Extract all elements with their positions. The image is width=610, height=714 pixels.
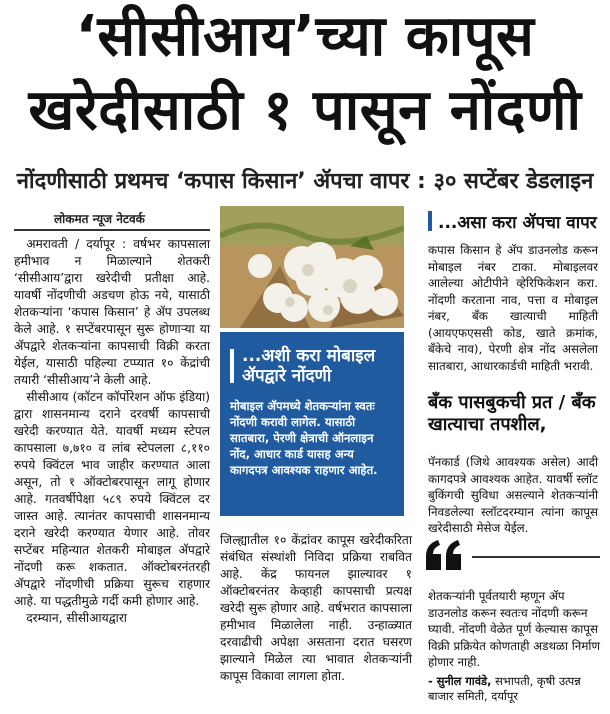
headline-line-2: खरेदीसाठी १ पासून नोंदणी (28, 78, 582, 143)
bank-details-subtitle: बँक पासबुकची प्रत / बँक खात्याचा तपशील, (428, 392, 596, 435)
left-article-column (14, 236, 210, 627)
quote-mark-icon (424, 538, 464, 572)
cotton-bolls-illustration (220, 206, 404, 328)
quote-role: सभापती, कृषी उत्पन्न बाजार समिती, दर्यापूर (428, 674, 581, 703)
quote-divider (472, 556, 600, 558)
box-body: मोबाइल ॲपमध्ये शेतकऱ्यांना स्वतः नोंदणी करावी लागेल. यासाठी सातबारा, पेरणी क्षेत्राची ऑनलाइन नोंद, आधार कार्ड यासह अन्य कागदपत्र आवश्यक राहणार आहेत. (230, 399, 378, 477)
mobile-registration-box (220, 332, 404, 516)
headline-line-1: ‘सीसीआय’च्या कापूस (75, 4, 535, 69)
cotton-photo (220, 206, 404, 328)
app-usage-title: ...असा करा ॲपचा वापर (428, 210, 597, 233)
quote-text: शेतकऱ्यांनी पूर्वतयारी म्हणून ॲप डाउनलोड करून स्वतःच नोंदणी करून घ्यावी. नोंदणी वेळेत पूर्ण केल्यास कापूस विक्री प्रक्रियेत कोणताही अडथळा निर्माण होणार नाही. (428, 589, 600, 669)
article-paragraph: सीसीआय (कॉटन कॉर्पोरेशन ऑफ इंडिया) द्वारा शासनमान्य दराने दरवर्षी कापसाची खरेदी करण्यात येते. यावर्षी मध्यम स्टेपल कापसाला ७,७१० व लांब स्टेपलला ८,११० रुपये क्विंटल भाव जाहीर करण्यात आला असून, तो १ ऑक्टोबरपासून लागू होणार आहे. गतवर्षीपेक्षा ५८९ रुपये क्विंटल दर जास्त आहे. त्यानंतर कापसाची शासनमान्य दराने खरेदी करण्यात येणार आहे. तोवर सप्टेंबर महिन्यात शेतकरी मोबाइल ॲपद्वारे नोंदणी करू शकतात. ऑक्टोबरनंतरही ॲपद्वारे नोंदणीची प्रक्रिया सुरूच राहणार आहे. या पद्धतीमुळे गर्दी कमी होणार आहे. (14, 390, 210, 608)
article-paragraph: अमरावती / दर्यापूर : वर्षभर कापसाला हमीभाव न मिळाल्याने शेतकरी ‘सीसीआय’द्वारा खरेदीची प्रतीक्षा आहे. यावर्षी नोंदणीची अडचण होऊ नये, यासाठी शेतकऱ्यांना ‘कपास किसान’ हे ॲप उपलब्ध केले आहे. १ सप्टेंबरपासून सुरू होणाऱ्या या ॲपद्वारे शेतकऱ्यांना कापसाची विक्री करता येईल, यासाठी पहिल्या टप्प्यात १० केंद्रांची तयारी ‘सीसीआय’ने केली आहे. (14, 237, 210, 387)
article-paragraph: जिल्ह्यातील १० केंद्रांवर कापूस खरेदीकरिता संबंधित संस्थांशी निविदा प्रक्रिया राबवित आहे. केंद्र फायनल झाल्यावर १ ऑक्टोबरनंतर केव्हाही कापसाची प्रत्यक्ष खरेदी सुरू होणार आहे. वर्षभरात कापसाला हमीभाव मिळालेला नाही. उन्हाळ्यात दरवाढीची अपेक्षा असताना दरात घसरण झाल्याने मिळेल त्या भावात शेतकऱ्यांनी कापूस विकावा लागला होता. (220, 533, 412, 683)
byline: लोकमत न्यूज नेटवर्क (54, 212, 145, 226)
middle-article-column (220, 532, 412, 685)
quote-attribution (428, 674, 604, 704)
quote-name: - सुनील गावंडे, (428, 674, 492, 688)
documents-paragraph: पॅनकार्ड (जिथे आवश्यक असेल) आदी कागदपत्रे आवश्यक आहेत. यावर्षी स्लॉट बुकिंगची सुविधा असल्याने शेतकऱ्यांनी निवडलेल्या स्लॉटदरम्यान त्यांना कापूस खरेदीसाठी मेसेज येईल. (428, 455, 598, 535)
article-paragraph: दरम्यान, सीसीआयद्वारा (26, 611, 127, 625)
box-title: ...अशी करा मोबाइल ॲपद्वारे नोंदणी (230, 346, 394, 386)
subheadline: नोंदणीसाठी प्रथमच ‘कपास किसान’ ॲपचा वापर : ३० सप्टेंबर डेडलाइन (16, 169, 594, 194)
app-usage-paragraph: कपास किसान हे ॲप डाउनलोड करून मोबाइल नंबर टाका. मोबाइलवर आलेल्या ओटीपीने व्हेरिफिकेशन करा. नोंदणी करताना नाव, पत्ता व मोबाइल नंबर, बँक खात्याची माहिती (आयएफएससी कोड, खाते क्रमांक, बँकेचे नाव), पेरणी क्षेत्र नोंद असलेला सातबारा, आधारकार्डची माहिती भरावी. (428, 243, 598, 373)
byline-divider (14, 229, 210, 231)
